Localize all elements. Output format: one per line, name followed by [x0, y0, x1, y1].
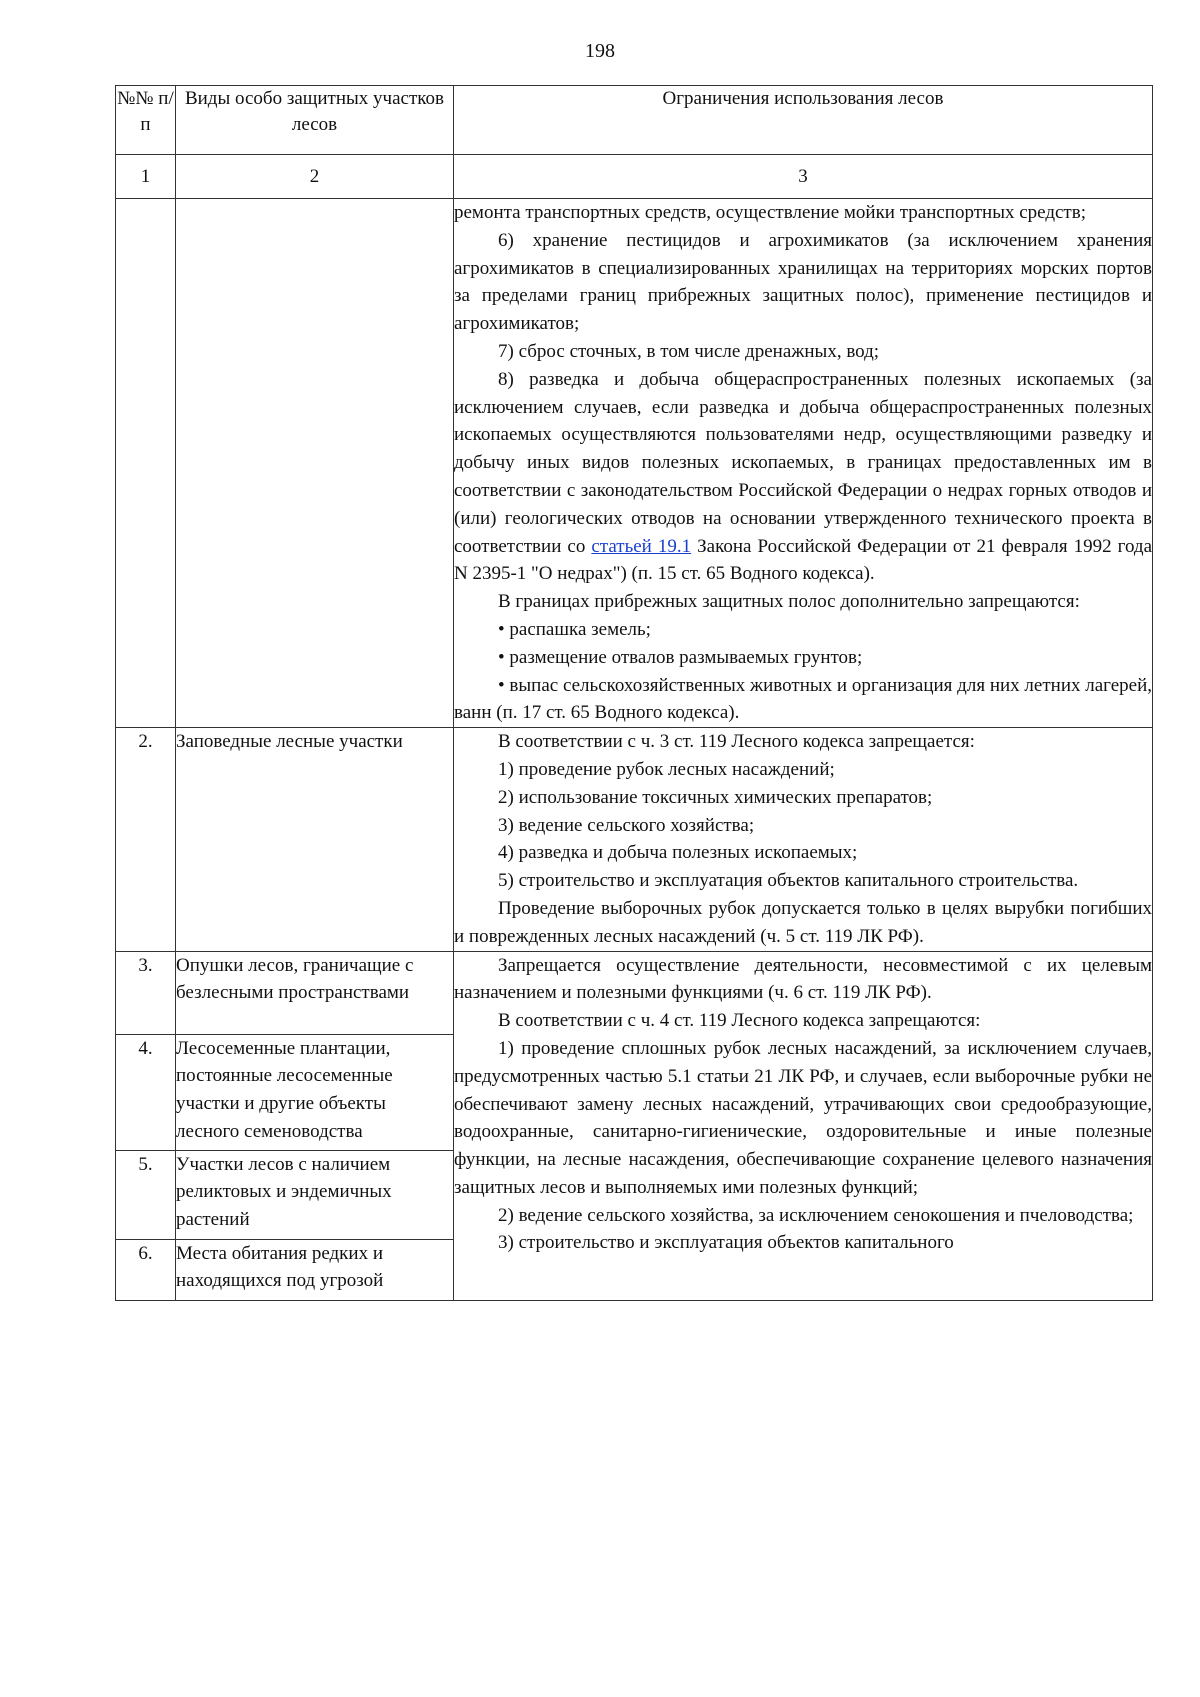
merged-restrictions-cell — [454, 951, 1153, 1300]
row-restrictions-cell — [454, 199, 1153, 728]
paragraph: 1) проведение рубок лесных насаждений; — [498, 758, 835, 780]
paragraph: В границах прибрежных защитных полос дополнительно запрещаются: — [498, 591, 1080, 613]
row-number: 4. — [116, 1034, 176, 1150]
page-number: 198 — [585, 40, 615, 62]
paragraph: 3) строительство и эксплуатация объектов капитального — [498, 1232, 954, 1254]
row-number: 2. — [116, 728, 176, 951]
paragraph: Проведение выборочных рубок допускается только в целях вырубки погибших и поврежденных лесных насаждений (ч. 5 ст. 119 ЛК РФ). — [454, 897, 1152, 947]
row-kind: Места обитания редких и находящихся под угрозой — [176, 1239, 454, 1300]
row-number: 5. — [116, 1150, 176, 1239]
paragraph: 2) использование токсичных химических препаратов; — [498, 786, 933, 808]
column-number-3: 3 — [454, 155, 1153, 199]
paragraph: ремонта транспортных средств, осуществление мойки транспортных средств; — [454, 202, 1086, 223]
paragraph: 2) ведение сельского хозяйства, за исключением сенокошения и пчеловодства; — [498, 1204, 1134, 1226]
table-row-continuation — [116, 199, 1153, 728]
row-kind: Заповедные лесные участки — [176, 728, 454, 951]
paragraph: 7) сброс сточных, в том числе дренажных, вод; — [498, 340, 880, 362]
paragraph: 4) разведка и добыча полезных ископаемых; — [498, 842, 858, 864]
table-row-3 — [116, 951, 1153, 1034]
paragraph: Запрещается осуществление деятельности, несовместимой с их целевым назначением и полезными функциями (ч. 6 ст. 119 ЛК РФ). — [454, 954, 1152, 1004]
bullet-item: • выпас сельскохозяйственных животных и организация для них летних лагерей, ванн (п. 17 ст. 65 Водного кодекса). — [454, 674, 1152, 724]
paragraph: 5) строительство и эксплуатация объектов капитального строительства. — [498, 870, 1079, 892]
paragraph: В соответствии с ч. 4 ст. 119 Лесного кодекса запрещаются: — [498, 1010, 981, 1032]
table-row-2 — [116, 728, 1153, 951]
bullet-item: • распашка земель; — [498, 618, 651, 640]
row-kind: Лесосеменные плантации, постоянные лесосеменные участки и другие объекты лесного семеноводства — [176, 1034, 454, 1150]
table-header-row — [116, 86, 1153, 155]
row-number: 6. — [116, 1239, 176, 1300]
article-link[interactable]: статьей 19.1 — [591, 535, 692, 557]
paragraph: В соответствии с ч. 3 ст. 119 Лесного кодекса запрещается: — [498, 731, 975, 753]
column-number-1: 1 — [116, 155, 176, 199]
column-numbers-row — [116, 155, 1153, 199]
paragraph-text: 8) разведка и добыча общераспространенных полезных ископаемых (за исключением случаев, если разведка и добыча общераспространенных полезных ископаемых осуществляются пользователями недр, осуществляющими разведку и добычу иных видов полезных ископаемых, в границах предоставленных им в соответствии с законодательством Российской Федерации о недрах горных отводов и (или) геологических отводов на основании утвержденного технического проекта в соответствии со — [454, 368, 1152, 557]
row-restrictions-cell — [454, 728, 1153, 951]
paragraph: 1) проведение сплошных рубок лесных насаждений, за исключением случаев, предусмотренных частью 5.1 статьи 21 ЛК РФ, и случаев, если выборочные рубки не обеспечивают замену лесных насаждений, утрачивающих свои средообразующие, водоохранные, санитарно-гигиенические, оздоровительные и иные полезные функции, на лесные насаждения, обеспечивающие сохранение целевого назначения защитных лесов и выполняемых ими полезных функций; — [454, 1037, 1152, 1198]
header-restrictions: Ограничения использования лесов — [454, 86, 1153, 155]
paragraph: 6) хранение пестицидов и агрохимикатов (за исключением хранения агрохимикатов в специализированных хранилищах на территориях морских портов за пределами границ прибрежных защитных полос), применение пестицидов и агрохимикатов; — [454, 229, 1152, 335]
column-number-2: 2 — [176, 155, 454, 199]
forest-restrictions-table — [115, 85, 1153, 1301]
paragraph: 3) ведение сельского хозяйства; — [498, 814, 755, 836]
bullet-item: • размещение отвалов размываемых грунтов; — [498, 646, 863, 668]
paragraph-text: Закона Российской Федерации от 21 февраля 1992 года N 2395-1 "О недрах") (п. 15 ст. 65 Водного кодекса). — [454, 535, 1152, 585]
row-kind: Опушки лесов, граничащие с безлесными пространствами — [176, 951, 454, 1034]
row-number-cell — [116, 199, 176, 728]
row-kind-cell — [176, 199, 454, 728]
row-kind: Участки лесов с наличием реликтовых и эндемичных растений — [176, 1150, 454, 1239]
paragraph — [454, 366, 1152, 588]
header-number: №№ п/п — [116, 86, 176, 155]
row-number: 3. — [116, 951, 176, 1034]
header-kind: Виды особо защитных участков лесов — [176, 86, 454, 155]
